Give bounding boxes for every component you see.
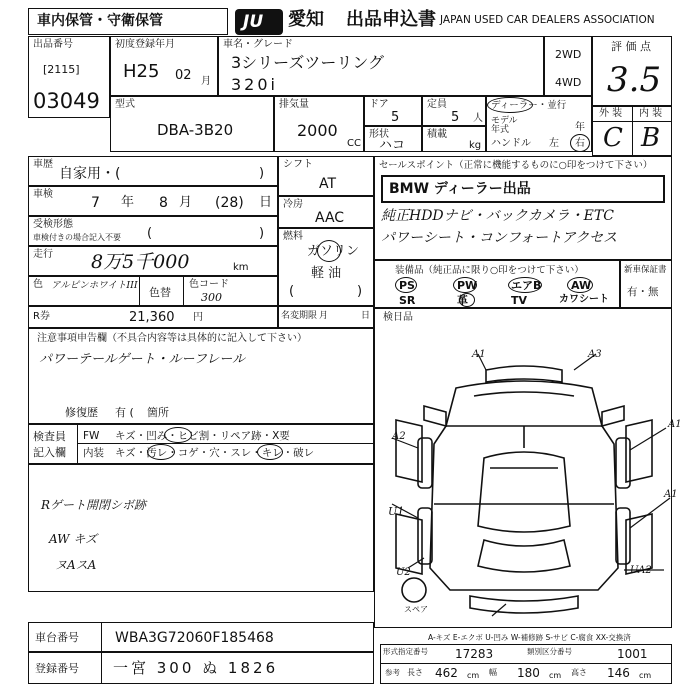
fuel-label: 燃料: [283, 231, 303, 242]
interior-list: キズ・汚レ・コゲ・穴・スレ・キレ・破レ: [115, 447, 315, 459]
plate-label: 登録番号: [35, 662, 79, 675]
wid-unit: cm: [549, 671, 562, 680]
spec-label-2: 類別区分番号: [527, 647, 572, 656]
mileage-label: 走行: [33, 249, 53, 260]
repair-close: 箇所: [147, 406, 169, 419]
repair-label: 修復歴: [65, 406, 98, 419]
warranty-box: [620, 260, 672, 308]
received-label: 受検形態: [33, 219, 73, 230]
inspection-box: [28, 186, 278, 216]
spec-value-2: 1001: [617, 647, 648, 661]
fw-list: キズ・凹み・ヒビ割・リペア跡・X要: [115, 430, 290, 442]
displacement-label: 排気量: [279, 99, 309, 110]
form-title: 出品申込書: [346, 9, 436, 30]
score-value: 3.5: [607, 60, 662, 100]
reg-month: 02: [175, 68, 192, 83]
transfer-label: 名変期限: [281, 311, 318, 321]
notes-box: [28, 328, 374, 424]
dealer-circle: [487, 97, 533, 113]
inspector-hand-2: AW キズ: [49, 532, 98, 546]
recycle-value: 21,360: [129, 310, 175, 325]
mark-u1-left: U1: [388, 505, 405, 518]
plate-box: [28, 652, 374, 684]
model-name: 3シリーズツーリング: [231, 53, 385, 72]
vin-value: WBA3G72060F185468: [115, 630, 274, 646]
lot-label: 出品番号: [33, 39, 73, 50]
int-label: 内 装: [639, 108, 663, 119]
dealer-box: [486, 96, 592, 152]
inspector-box: [28, 424, 374, 464]
specs-box: [380, 644, 672, 684]
color-code-label: 色コード: [189, 279, 229, 290]
selling-box: [374, 156, 672, 260]
selling-headline: BMW ディーラー出品: [389, 181, 531, 197]
len-unit: cm: [467, 671, 480, 680]
fuel-open: (: [289, 284, 295, 299]
capacity-label: 定員: [427, 99, 447, 110]
spec-label-1: 形式指定番号: [383, 647, 428, 656]
score-label: 評 価 点: [611, 40, 651, 53]
mark-ua2-rear: UA2: [630, 565, 652, 576]
wid-value: 180: [517, 666, 540, 680]
lot-box: [28, 36, 110, 118]
history-value: 自家用・(: [59, 166, 121, 182]
selling-headline-box: [381, 175, 665, 203]
equipment-label: 装備品（純正品に限り○印をつけて下さい）: [395, 265, 584, 276]
equip-tv: TV: [511, 294, 528, 307]
selling-line-2: パワーシート・コンフォートアクセス: [381, 230, 618, 246]
warranty-value: 有・無: [627, 286, 659, 298]
model-year-label: モデル 年式: [491, 116, 518, 135]
cooling-value: AAC: [315, 210, 345, 226]
received-sub: 車検付きの場合記入不要: [33, 233, 121, 242]
equip-ps-circle: [395, 277, 417, 293]
mileage-box: [28, 246, 278, 276]
fuel-gasoline: ガソリン: [307, 244, 360, 259]
org-name: 愛知: [288, 9, 324, 30]
color-box: [28, 276, 278, 306]
interior-label: 内装: [83, 447, 104, 459]
storage-badge: [28, 8, 228, 35]
len-value: 462: [435, 666, 458, 680]
spec-value-1: 17283: [455, 647, 494, 661]
selling-label: セールスポイント（正常に機能するものに○印をつけて下さい）: [379, 160, 653, 171]
capacity-unit: 人: [473, 113, 483, 124]
mileage-value: 8万5千000: [91, 251, 190, 273]
type-value: DBA-3B20: [157, 121, 234, 139]
displacement-box: [274, 96, 364, 152]
fw-label: FW: [83, 430, 100, 442]
inspection-month: 8: [159, 195, 168, 211]
handle-label: ハンドル: [491, 138, 531, 149]
equip-aw: AW: [571, 279, 592, 292]
recycle-label: R券: [33, 311, 50, 322]
color-code: 300: [201, 291, 222, 304]
ju-logo: [235, 9, 283, 35]
recycle-unit: 円: [193, 312, 203, 323]
drive-4wd: 4WD: [555, 76, 582, 89]
capacity-box: [422, 96, 486, 126]
mileage-unit: km: [233, 262, 249, 273]
mark-a1-right: A1: [668, 419, 682, 430]
int-grade: B: [641, 123, 661, 153]
received-open: (: [147, 226, 153, 241]
inspector-hand-1: Rゲート開閉シボ跡: [41, 498, 147, 512]
spare-label: スペア: [404, 605, 428, 614]
len-label: 長さ: [407, 668, 423, 677]
inspection-year-unit: 年: [121, 195, 135, 210]
score-box: [592, 36, 672, 106]
year-unit: 年: [575, 122, 585, 133]
history-close: ): [259, 166, 265, 181]
transfer-month: 月: [319, 311, 329, 321]
mark-a1-front: A1: [472, 349, 486, 360]
storage-badge-text: 車内保管・守衛保管: [37, 13, 163, 29]
drive-box: [544, 36, 592, 96]
handle-left: 左: [549, 138, 559, 149]
association-name: JAPAN USED CAR DEALERS ASSOCIATION: [440, 14, 655, 26]
shape-label: 形状: [369, 129, 389, 140]
transfer-box: [278, 306, 374, 328]
mark-a2-left: A2: [392, 431, 406, 442]
type-box: [110, 96, 274, 152]
inspection-day-unit: 日: [259, 195, 273, 210]
equip-leather-circle: [459, 293, 475, 307]
equip-seat: カワシート: [559, 294, 609, 305]
inspection-day: (28): [215, 195, 244, 211]
fw-dent-circle: [164, 427, 192, 443]
shape-box: [364, 126, 422, 152]
in-wear-circle: [257, 444, 283, 460]
inspector-label-2: 記入欄: [33, 446, 66, 459]
model-label: 車名・グレード: [223, 39, 293, 50]
equip-airbag: エアB: [511, 279, 542, 292]
equip-airbag-circle: [508, 277, 542, 293]
color-label: 色: [33, 279, 43, 290]
plate-value: 一宮 300 ぬ 1826: [113, 659, 279, 677]
car-diagram: [374, 308, 672, 628]
equip-leather: 革: [457, 294, 468, 307]
later-label: 検日品: [383, 312, 413, 323]
spec-ref: 参考: [385, 668, 400, 677]
load-unit: kg: [469, 140, 482, 151]
in-stain-circle: [147, 444, 175, 460]
handle-right: 右: [575, 138, 585, 149]
equip-pw: PW: [457, 279, 478, 292]
grades-box: [592, 106, 672, 156]
model-grade: 320i: [231, 75, 278, 94]
vin-label: 車台番号: [35, 631, 79, 644]
transfer-day: 日: [361, 311, 371, 321]
cooling-box: [278, 196, 374, 228]
capacity-value: 5: [451, 110, 460, 125]
shift-box: [278, 156, 374, 196]
shift-value: AT: [319, 176, 337, 192]
doors-label: ドア: [369, 99, 389, 110]
handle-right-circle: [570, 134, 590, 152]
lot-bracket: [2115]: [43, 63, 80, 76]
cooling-label: 冷房: [283, 199, 303, 210]
mark-u2-rear: U2: [396, 567, 411, 578]
type-label: 型式: [115, 99, 135, 110]
fuel-circle: [317, 240, 341, 262]
equip-ps: PS: [399, 279, 415, 292]
displacement-value: 2000: [297, 121, 338, 140]
shift-label: シフト: [283, 159, 313, 170]
color-value: アルピンホワイトIII: [51, 280, 138, 291]
lot-number: 03049: [33, 89, 100, 113]
ju-logo-text: JU: [243, 12, 264, 32]
equip-sr: SR: [399, 294, 416, 307]
displacement-unit: CC: [347, 138, 361, 149]
received-box: [28, 216, 278, 246]
color-change-label: 色替: [149, 286, 171, 299]
inspection-month-unit: 月: [179, 195, 193, 210]
wid-label: 幅: [489, 668, 497, 677]
history-box: [28, 156, 278, 186]
fuel-diesel: 軽 油: [311, 266, 342, 281]
fuel-close: ): [357, 284, 363, 299]
notes-line: パワーテールゲート・ルーフレール: [39, 352, 246, 367]
inspector-hand-3: ヌAスA: [55, 558, 97, 572]
mark-a1-right-2: A1: [664, 489, 678, 500]
shape-value: ハコ: [379, 138, 406, 153]
doors-value: 5: [391, 110, 400, 125]
equipment-box: [374, 260, 620, 308]
warranty-label: 新車保証書: [624, 265, 667, 275]
drive-2wd: 2WD: [555, 48, 582, 61]
diagram-legend: A-キズ E-エクボ U-凹み W-補修跡 S-サビ C-腐食 XX-交換済: [428, 633, 631, 642]
model-box: [218, 36, 544, 96]
inspection-label: 車検: [33, 189, 53, 200]
inspector-label-1: 検査員: [33, 430, 66, 443]
hei-label: 高さ: [571, 668, 587, 677]
mark-a3-front: A3: [588, 349, 602, 360]
equip-aw-circle: [567, 277, 593, 293]
repair-value: 有 (: [115, 406, 134, 419]
received-close: ): [259, 226, 265, 241]
inspector-notes-box: [28, 464, 374, 592]
reg-era-year: H25: [123, 61, 160, 82]
history-label: 車歴: [33, 159, 53, 170]
load-box: [422, 126, 486, 152]
hei-unit: cm: [639, 671, 652, 680]
notes-label: 注意事項申告欄（不具合内容等は具体的に記入して下さい）: [37, 333, 307, 344]
fuel-box: [278, 228, 374, 306]
reg-label: 初度登録年月: [115, 39, 175, 50]
dealer-label: ディーラー・並行: [491, 100, 567, 111]
ext-label: 外 装: [599, 108, 623, 119]
equip-pw-circle: [453, 277, 477, 293]
inspection-year: 7: [91, 195, 100, 211]
recycle-box: [28, 306, 278, 328]
reg-box: [110, 36, 218, 96]
vin-box: [28, 622, 374, 652]
selling-line-1: 純正HDDナビ・バックカメラ・ETC: [381, 208, 614, 224]
load-label: 積載: [427, 129, 447, 140]
ext-grade: C: [603, 123, 623, 153]
hei-value: 146: [607, 666, 630, 680]
reg-month-unit: 月: [201, 76, 211, 87]
doors-box: [364, 96, 422, 126]
